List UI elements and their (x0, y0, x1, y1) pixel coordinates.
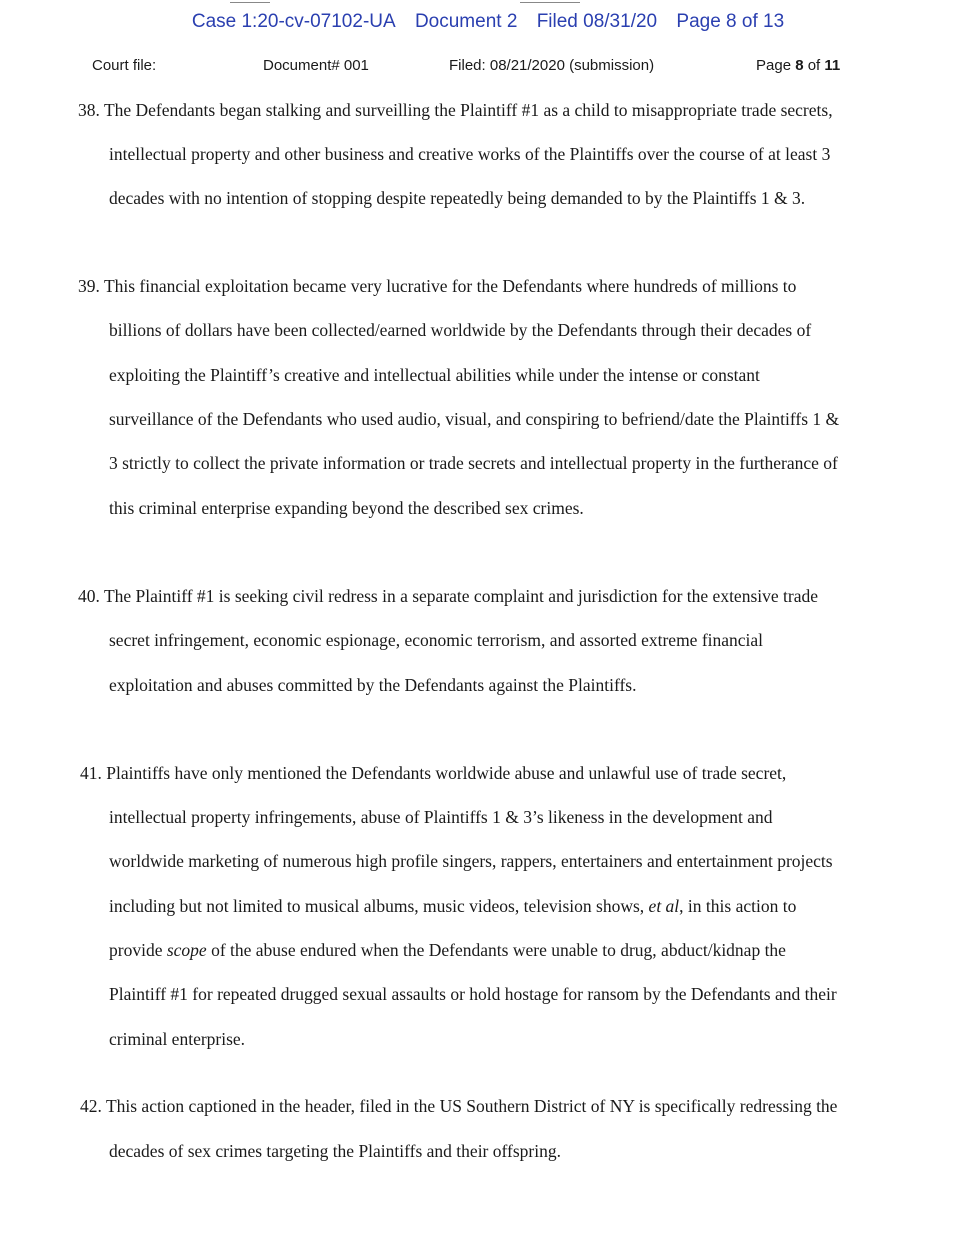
line-text: including but not limited to musical albums, music videos, television shows, (109, 896, 649, 916)
scan-artifact (520, 2, 580, 3)
paragraph-line: surveillance of the Defendants who used audio, visual, and conspiring to befriend/date the Plaintiffs 1 & (109, 409, 840, 429)
line-text: provide (109, 940, 167, 960)
italic-scope: scope (166, 940, 207, 960)
italic-et-al: et al (648, 896, 680, 916)
paragraph-line: intellectual property and other business and creative works of the Plaintiffs over the course of at least 3 (109, 144, 831, 164)
paragraph-line (80, 763, 786, 783)
paragraph-line (78, 276, 796, 296)
paragraph-text: The Defendants began stalking and surveilling the Plaintiff #1 as a child to misappropriate trade secrets, (103, 100, 833, 120)
ecf-filed-date: Filed 08/31/20 (536, 11, 658, 32)
paragraph-number: 42. (80, 1096, 102, 1116)
ecf-case-number: Case 1:20-cv-07102-UA (191, 11, 396, 32)
paragraph-text: This financial exploitation became very lucrative for the Defendants where hundreds of millions to (103, 276, 797, 296)
page-total: 11 (824, 57, 841, 74)
paragraph-line: criminal enterprise. (109, 1029, 246, 1049)
document-number: Document# 001 (263, 57, 369, 74)
line-text: , in this action to (679, 896, 797, 916)
paragraph-line: exploiting the Plaintiff’s creative and intellectual abilities while under the intense or constant (109, 365, 760, 385)
paragraph-line: secret infringement, economic espionage, economic terrorism, and assorted extreme financial (109, 630, 764, 650)
court-file-label: Court file: (92, 57, 157, 74)
filed-submission-date: Filed: 08/21/2020 (submission) (449, 57, 655, 74)
paragraph-line: Plaintiff #1 for repeated drugged sexual assaults or hold hostage for ransom by the Defendants and their (109, 984, 837, 1004)
paragraph-line: intellectual property infringements, abuse of Plaintiffs 1 & 3’s likeness in the development and (109, 807, 773, 827)
line-text: of the abuse endured when the Defendants were unable to drug, abduct/kidnap the (206, 940, 786, 960)
paragraph-number: 38. (78, 100, 100, 120)
paragraph-line (109, 940, 786, 960)
paragraph-number: 39. (78, 276, 100, 296)
paragraph-line (80, 1096, 837, 1116)
paragraph-line: worldwide marketing of numerous high profile singers, rappers, entertainers and entertainment projects (109, 851, 833, 871)
page-separator: of (803, 57, 825, 74)
paragraph-text: The Plaintiff #1 is seeking civil redress in a separate complaint and jurisdiction for the extensive trade (103, 586, 818, 606)
ecf-document-number: Document 2 (414, 11, 518, 32)
paragraph-line: 3 strictly to collect the private information or trade secrets and intellectual property in the furtherance of (109, 453, 838, 473)
paragraph-line: billions of dollars have been collected/earned worldwide by the Defendants through their decades of (109, 320, 812, 340)
paragraph-line: this criminal enterprise expanding beyond the described sex crimes. (109, 498, 584, 518)
paragraph-line (109, 896, 796, 916)
paragraph-number: 40. (78, 586, 100, 606)
ecf-page-number: Page 8 of 13 (676, 11, 785, 32)
page-indicator (756, 57, 840, 74)
page-prefix: Page (756, 57, 796, 74)
paragraph-number: 41. (80, 763, 102, 783)
paragraph-line: decades with no intention of stopping despite repeatedly being demanded to by the Plaintiffs 1 & 3. (109, 188, 806, 208)
paragraph-text: This action captioned in the header, filed in the US Southern District of NY is specifically redressing the (105, 1096, 838, 1116)
page-current: 8 (795, 57, 804, 74)
paragraph-line: decades of sex crimes targeting the Plaintiffs and their offspring. (109, 1141, 561, 1161)
paragraph-line (78, 100, 833, 120)
paragraph-text: Plaintiffs have only mentioned the Defendants worldwide abuse and unlawful use of trade secret, (106, 763, 787, 783)
paragraph-line (78, 586, 818, 606)
paragraph-line: exploitation and abuses committed by the Defendants against the Plaintiffs. (109, 675, 637, 695)
scan-artifact (230, 2, 270, 3)
ecf-stamp-header (0, 11, 976, 33)
